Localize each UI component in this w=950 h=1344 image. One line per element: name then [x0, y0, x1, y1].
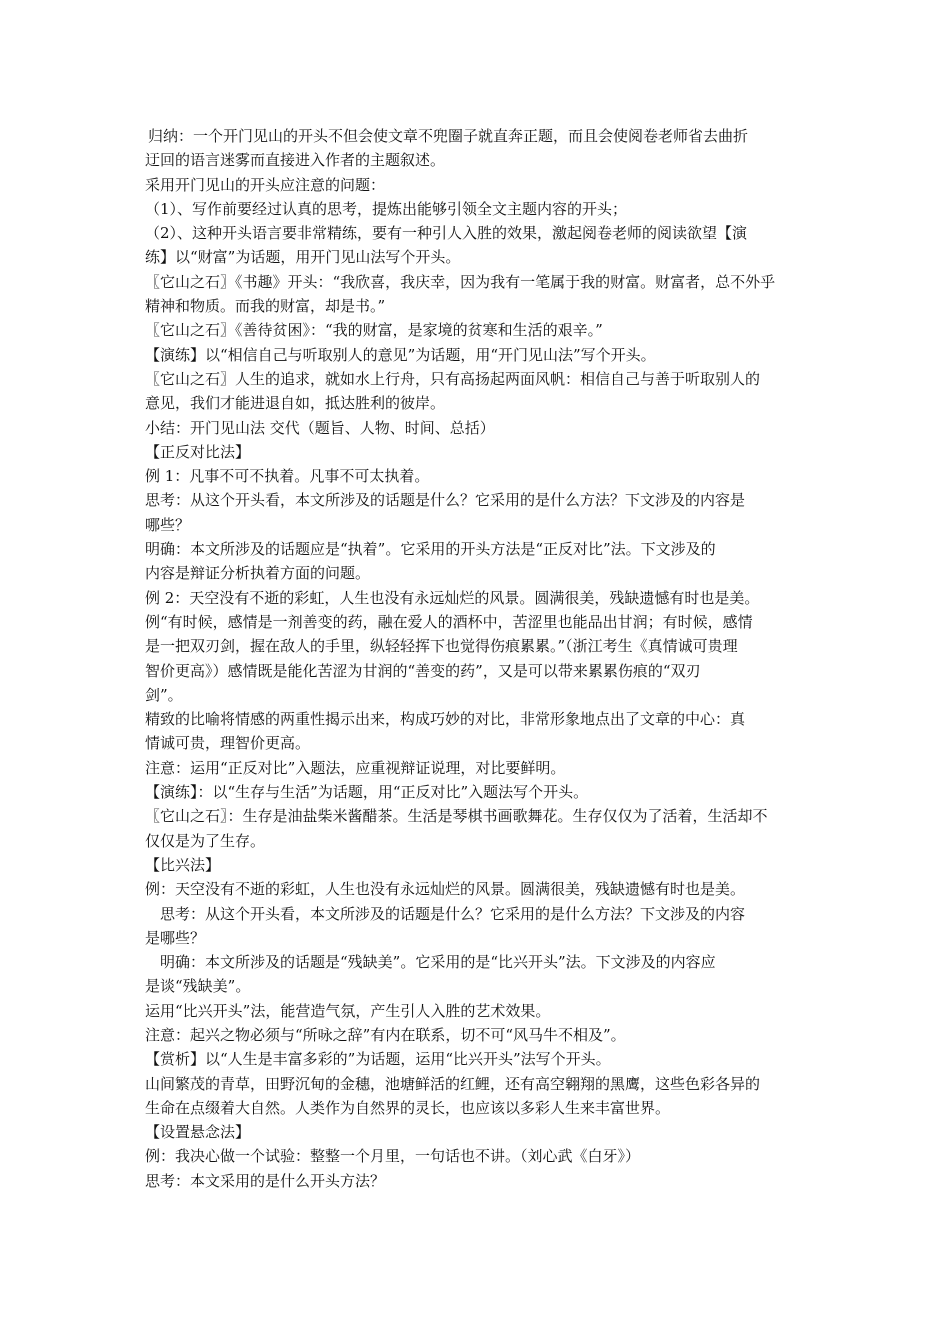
text-line: 思考：本文采用的是什么开头方法？	[145, 1171, 386, 1190]
text-line: 生命在点缀着大自然。人类作为自然界的灵长，也应该以多彩人生来丰富世界。	[145, 1098, 671, 1117]
text-line: 例：天空没有不逝的彩虹，人生也没有永远灿烂的风景。圆满很美，残缺遗憾有时也是美。	[145, 880, 746, 899]
text-line: 情诚可贵，理智价更高。	[145, 734, 311, 753]
text-line: 注意：起兴之物必须与“所咏之辞”有内在联系，切不可“风马牛不相及”。	[145, 1025, 626, 1044]
text-line: 小结：开门见山法 交代（题旨、人物、时间、总括）	[145, 418, 495, 437]
text-line: 练】以“财富”为话题，用开门见山法写个开头。	[145, 248, 461, 267]
text-line: 明确：本文所涉及的话题是“残缺美”。它采用的是“比兴开头”法。下文涉及的内容应	[160, 953, 716, 972]
text-line: 【赏析】以“人生是丰富多彩的”为话题，运用“比兴开头”法写个开头。	[145, 1050, 611, 1069]
text-line: 采用开门见山的开头应注意的问题：	[145, 175, 386, 194]
text-line: 〖它山之石〗：生存是油盐柴米酱醋茶。生活是琴棋书画歌舞花。生存仅仅为了活着，生活却不	[145, 807, 768, 826]
text-line: 精致的比喻将情感的两重性揭示出来，构成巧妙的对比，非常形象地点出了文章的中心：真	[145, 710, 746, 729]
text-line: （1）、写作前要经过认真的思考，提炼出能够引领全文主题内容的开头；	[145, 199, 628, 218]
text-line: 归纳：一个开门见山的开头不但会使文章不兜圈子就直奔正题，而且会使阅卷老师省去曲折	[148, 127, 749, 145]
text-line: 【演练】以“相信自己与听取别人的意见”为话题，用“开门见山法”写个开头。	[145, 345, 656, 364]
document-body	[145, 124, 809, 1193]
text-line: 哪些？	[145, 515, 191, 534]
text-line: 是哪些？	[145, 928, 206, 947]
text-line: 山间繁茂的青草，田野沉甸的金穗，池塘鲜活的红鲤，还有高空翱翔的黑鹰，这些色彩各异的	[145, 1074, 761, 1093]
section-heading: 【正反对比法】	[145, 442, 251, 461]
section-heading: 【比兴法】	[145, 855, 221, 874]
text-line: 思考：从这个开头看，本文所涉及的话题是什么？它采用的是什么方法？下文涉及的内容是	[145, 491, 746, 510]
text-line: 例 2：天空没有不逝的彩虹，人生也没有永远灿烂的风景。圆满很美，残缺遗憾有时也是美。	[145, 588, 760, 607]
text-line: 意见，我们才能进退自如，抵达胜利的彼岸。	[145, 394, 446, 413]
text-line: 剑”。	[145, 685, 183, 704]
text-line: （2）、这种开头语言要非常精练，要有一种引人入胜的效果，激起阅卷老师的阅读欲望【演	[145, 224, 748, 243]
text-line: 智价更高》）感情既是能化苦涩为甘润的“善变的药”，又是可以带来累累伤痕的“双刃	[145, 661, 701, 680]
text-line: 思考：从这个开头看，本文所涉及的话题是什么？它采用的是什么方法？下文涉及的内容	[160, 904, 746, 923]
text-line: 运用“比兴开头”法，能营造气氛，产生引人入胜的艺术效果。	[145, 1001, 551, 1020]
text-line: 内容是辩证分析执着方面的问题。	[145, 564, 371, 583]
text-line: 例“有时候，感情是一剂善变的药，融在爱人的酒杯中，苦涩里也能品出甘润；有时候，感情	[145, 612, 753, 631]
section-heading: 【设置悬念法】	[145, 1123, 251, 1142]
text-line: 是谈“残缺美”。	[145, 977, 251, 996]
text-line: 〖它山之石〗《善待贫困》：“我的财富，是家境的贫寒和生活的艰辛。”	[145, 321, 603, 340]
text-line: 【演练】：以“生存与生活”为话题，用“正反对比”入题法写个开头。	[145, 783, 589, 802]
text-line: 精神和物质。而我的财富，却是书。”	[145, 297, 386, 316]
text-line: 〖它山之石〗人生的追求，就如水上行舟，只有高扬起两面风帆：相信自己与善于听取别人的	[145, 369, 761, 388]
text-line: 注意：运用“正反对比”入题法，应重视辩证说理，对比要鲜明。	[145, 758, 566, 777]
text-line: 例：我决心做一个试验：整整一个月里，一句话也不讲。（刘心武《白牙》）	[145, 1147, 641, 1166]
text-line: 是一把双刃剑，握在敌人的手里，纵轻轻挥下也觉得伤痕累累。”（浙江考生《真情诚可贵理	[145, 637, 738, 656]
text-line: 明确：本文所涉及的话题应是“执着”。它采用的开头方法是“正反对比”法。下文涉及的	[145, 540, 716, 559]
text-line: 例 1：凡事不可不执着。凡事不可太执着。	[145, 467, 430, 486]
text-line: 迂回的语言迷雾而直接进入作者的主题叙述。	[145, 151, 446, 170]
text-line: 仅仅是为了生存。	[145, 831, 266, 850]
text-line: 〖它山之石〗《书趣》开头：“我欣喜，我庆幸，因为我有一笔属于我的财富。财富者，总不外乎	[145, 272, 776, 291]
